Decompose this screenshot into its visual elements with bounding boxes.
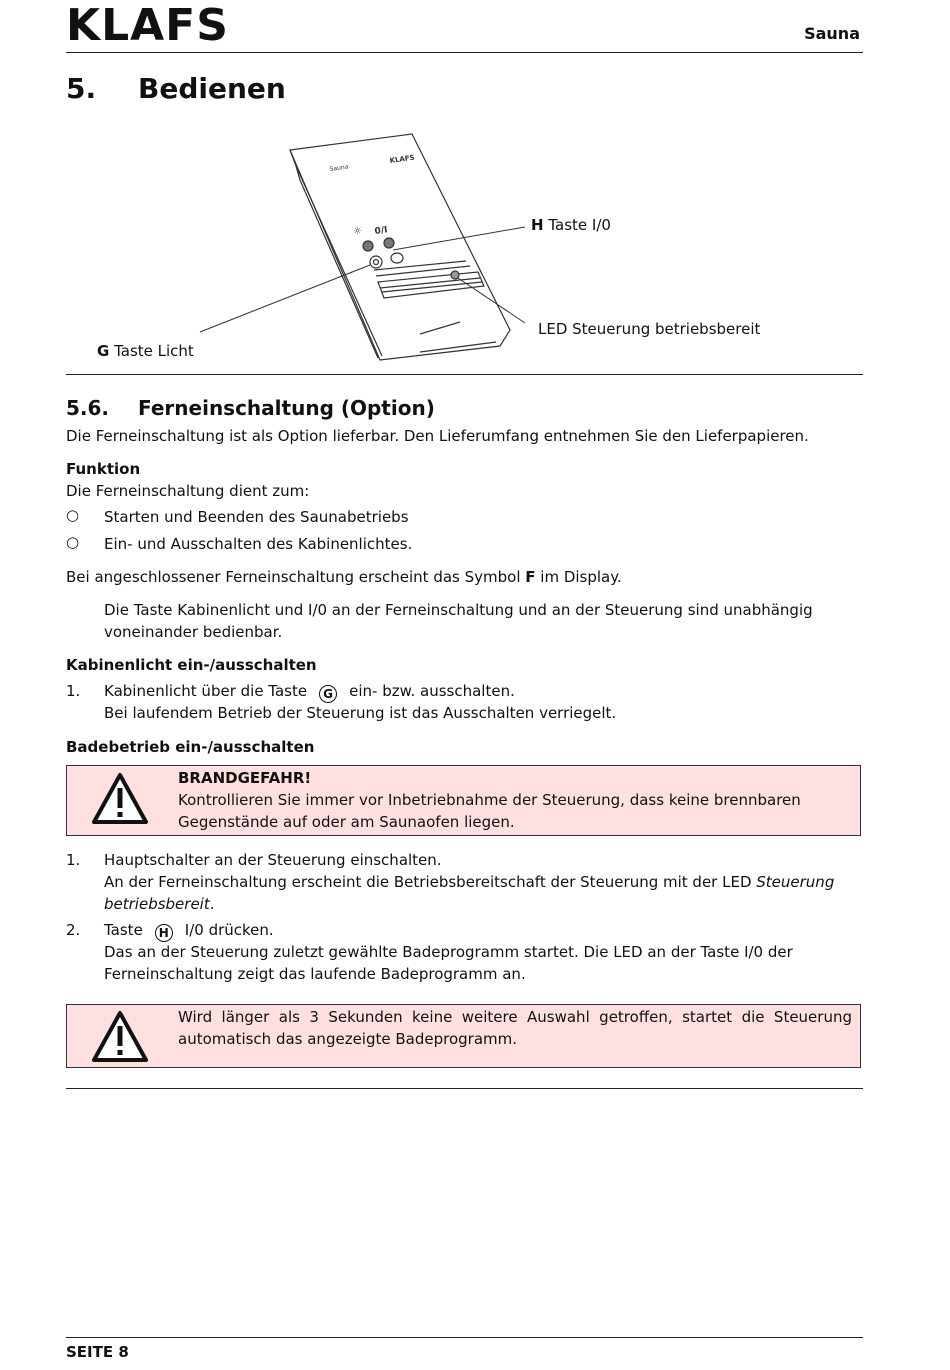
note-line-1: Die Taste Kabinenlicht und I/0 an der Ferneinschaltung und an der Steuerung sind unabhängig — [104, 601, 813, 619]
step-2-line-2: Das an der Steuerung zuletzt gewählte Badeprogramm startet. Die LED an der Taste I/0 der — [104, 943, 793, 961]
light-heading: Kabinenlicht ein-/ausschalten — [66, 656, 317, 674]
symbol-letter: F — [525, 568, 536, 586]
step-1-line-1: Hauptschalter an der Steuerung einschalten. — [104, 851, 442, 869]
step-2-pre: Taste — [104, 921, 143, 939]
callout-g — [97, 342, 194, 360]
callout-led: LED Steuerung betriebsbereit — [538, 320, 761, 338]
remote-control-figure — [0, 120, 950, 370]
page-number: SEITE 8 — [66, 1343, 129, 1361]
step-2-line-3: Ferneinschaltung zeigt das laufende Badeprogramm an. — [104, 965, 526, 983]
bullet-circle-icon: ○ — [66, 506, 80, 524]
step-2-line-1 — [104, 919, 274, 942]
callout-h-label: Taste I/0 — [548, 216, 611, 234]
klafs-logo: KLAFS — [66, 0, 229, 51]
section-number: 5.6. — [66, 396, 110, 420]
warning-triangle-icon — [91, 1010, 149, 1064]
step-1-number: 1. — [66, 851, 81, 869]
callout-g-label: Taste Licht — [114, 342, 194, 360]
section-end-rule — [66, 1088, 863, 1089]
remote-device-drawing — [290, 134, 510, 360]
function-intro: Die Ferneinschaltung dient zum: — [66, 482, 310, 500]
header-section-label: Sauna — [804, 24, 860, 43]
symbol-sentence — [66, 566, 622, 588]
light-step-line-2: Bei laufendem Betrieb der Steuerung ist das Ausschalten verriegelt. — [104, 704, 617, 722]
callout-h-key: H — [531, 216, 544, 234]
step-1-line-2 — [104, 871, 834, 893]
header-rule — [66, 52, 863, 53]
symbol-sentence-pre: Bei angeschlossener Ferneinschaltung erscheint das Symbol — [66, 568, 526, 586]
note-line-1: Wird länger als 3 Sekunden keine weitere Auswahl getroffen, startet die Steuerung — [178, 1008, 852, 1026]
step-1-line-3 — [104, 893, 215, 915]
g-key-icon: G — [319, 685, 337, 703]
step-1-period: . — [209, 895, 215, 913]
bath-heading: Badebetrieb ein-/ausschalten — [66, 738, 315, 756]
step-1-led-name-2: betriebsbereit — [104, 895, 210, 913]
callout-h — [531, 216, 611, 234]
note-line-2: automatisch das angezeigte Badeprogramm. — [178, 1030, 518, 1048]
footer-rule — [66, 1337, 863, 1338]
step-1-line-2-text: An der Ferneinschaltung erscheint die Betriebsbereitschaft der Steuerung mit der LED — [104, 873, 757, 891]
step-2-number: 2. — [66, 921, 81, 939]
callout-g-key: G — [97, 342, 110, 360]
light-step-pre: Kabinenlicht über die Taste — [104, 682, 308, 700]
bullet-item: Starten und Beenden des Saunabetriebs — [104, 508, 409, 526]
bullet-item: Ein- und Ausschalten des Kabinenlichtes. — [104, 535, 413, 553]
chapter-title: Bedienen — [138, 72, 286, 105]
fire-warning-box — [66, 765, 861, 836]
light-step-line-1 — [104, 680, 515, 703]
section-title: Ferneinschaltung (Option) — [138, 396, 435, 420]
step-2-post: I/0 drücken. — [184, 921, 274, 939]
warning-line-1: Kontrollieren Sie immer vor Inbetriebnahme der Steuerung, dass keine brennbaren — [178, 791, 801, 809]
note-line-2: voneinander bedienbar. — [104, 623, 283, 641]
light-step-post: ein- bzw. ausschalten. — [349, 682, 515, 700]
warning-line-2: Gegenstände auf oder am Saunaofen liegen. — [178, 813, 515, 831]
device-brand-text: KLAFS — [389, 153, 416, 165]
warning-triangle-icon — [91, 772, 149, 826]
function-heading: Funktion — [66, 460, 141, 478]
symbol-sentence-post: im Display. — [535, 568, 622, 586]
figure-rule — [66, 374, 863, 375]
light-bulb-icon: ☼ — [353, 226, 362, 237]
bullet-circle-icon: ○ — [66, 533, 80, 551]
leader-line-g — [200, 265, 370, 332]
light-step-number: 1. — [66, 682, 81, 700]
device-model-text: Sauna — [329, 163, 349, 173]
section-intro: Die Ferneinschaltung ist als Option lieferbar. Den Lieferumfang entnehmen Sie den Lieferpapieren. — [66, 427, 809, 445]
step-1-led-name: Steuerung — [756, 873, 835, 891]
chapter-number: 5. — [66, 72, 97, 105]
h-key-icon: H — [155, 924, 173, 942]
auto-start-note-box — [66, 1004, 861, 1068]
warning-title: BRANDGEFAHR! — [178, 769, 312, 787]
device-button-label: 0/I — [374, 225, 389, 237]
